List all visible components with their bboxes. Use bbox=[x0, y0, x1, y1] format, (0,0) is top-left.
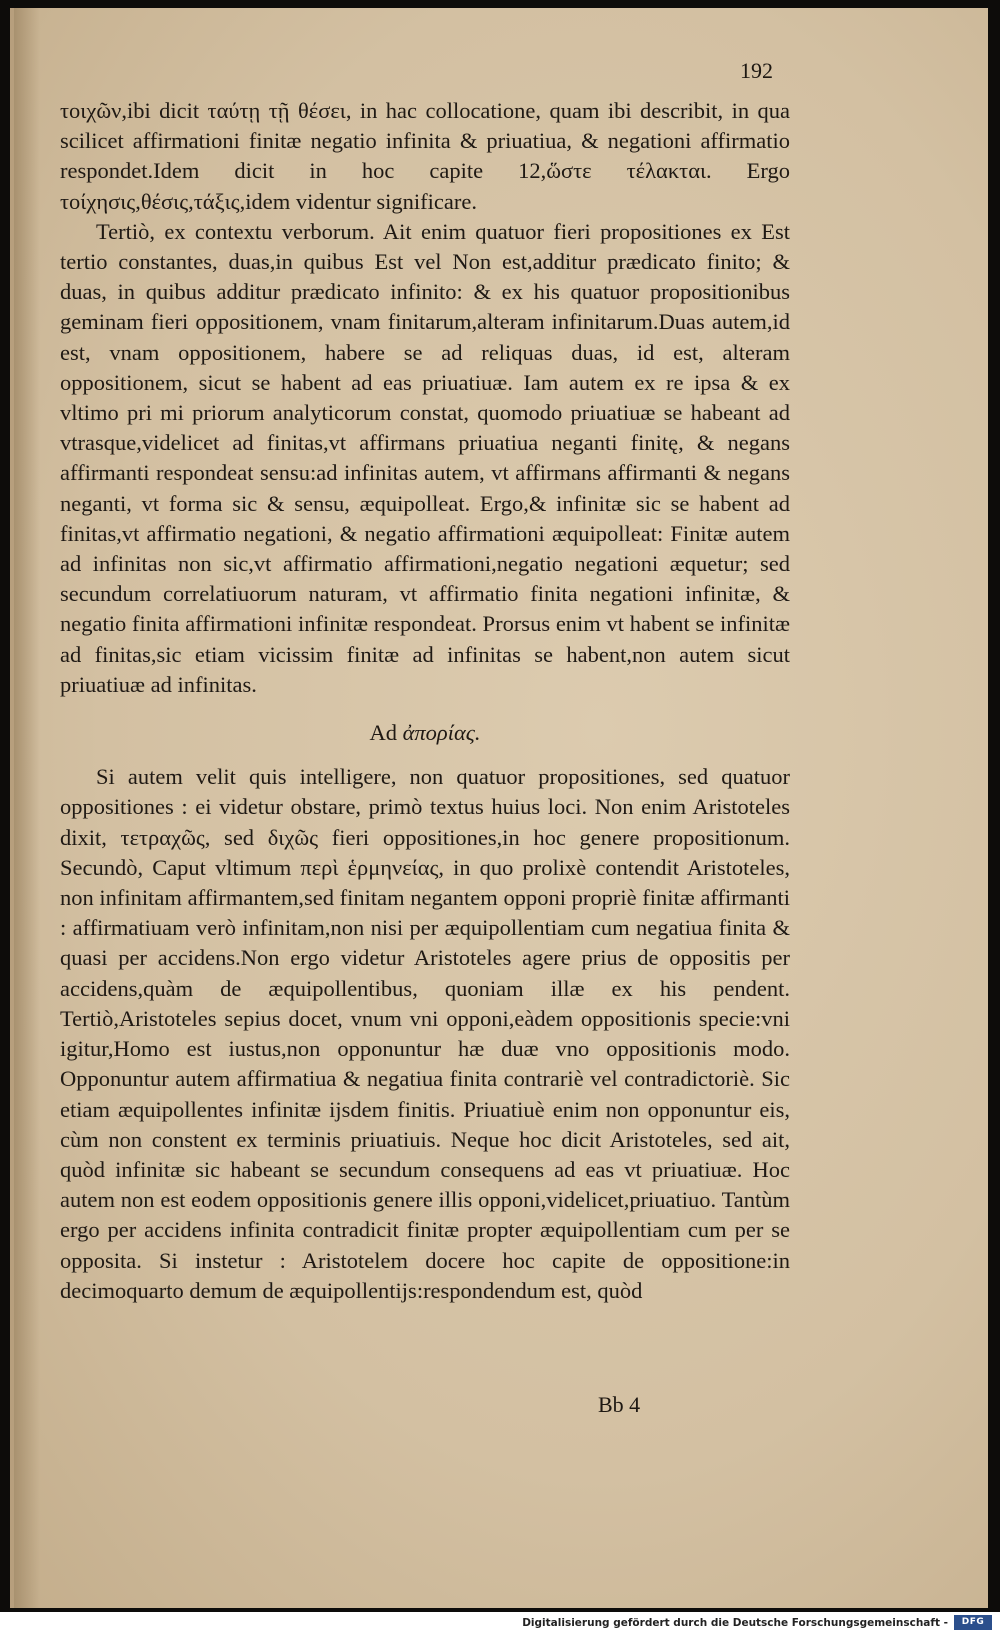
paragraph-2: Tertiò, ex contextu verborum. Ait enim quatuor fieri propositiones ex Est tertio constantes, duas,in quibus Est vel Non est,additur prædicato finito; & duas, in quibus additur prædicato infinito: & ex his quatuor propositionibus geminam fieri oppositionem, vnam finitarum,alteram infinitarum.Duas autem,id est, vnam oppositionem, habere se ad reliquas duas, id est, alteram oppositionem, sicut se habent ad eas priuatiuæ. Iam autem ex re ipsa & ex vltimo pri mi priorum analyticorum constat, quomodo priuatiuæ se habeant ad vtrasque,videlicet ad finitas,vt affirmans priuatiua neganti finitę, & negans affirmanti respondeat sensu:ad infinitas autem, vt affirmans affirmanti & negans neganti, vt forma sic & sensu, æquipolleat. Ergo,& infinitæ sic se habent ad finitas,vt affirmatio negationi, & negatio affirmationi æquipolleat: Finitæ autem ad infinitas non sic,vt affirmatio affirmationi,negatio negationi æquetur; sed secundum correlatiuorum naturam, vt affirmatio finita negationi infinitæ, & negatio finita affirmationi infinitæ respondeat. Prorsus enim vt habent se infinitæ ad finitas,sic etiam vicissim finitæ ad infinitas se habent,non autem sicut priuatiuæ ad infinitas. bbox=[60, 218, 790, 697]
paragraph-1: τοιχῶν,ibi dicit ταύτῃ τῇ θέσει, in hac collocatione, quam ibi describit, in qua scilicet affirmationi finitæ negatio infinita & priuatiua, & negationi affirmatio respondet.Idem dicit in hoc capite 12,ὥστε τέλακται. Ergo τοίχησις,θέσις,τάξις,idem videntur significare. bbox=[60, 98, 790, 214]
footer-credit: Digitalisierung gefördert durch die Deutsche Forschungsgemeinschaft - bbox=[522, 1617, 948, 1629]
dfg-logo: DFG bbox=[954, 1615, 992, 1630]
heading-greek: ἀπορίας. bbox=[402, 720, 481, 746]
page-gutter bbox=[14, 8, 40, 1608]
signature-mark: Bb 4 bbox=[598, 1392, 641, 1417]
paragraph-3: Si autem velit quis intelligere, non quatuor propositiones, sed quatuor oppositiones : ei videtur obstare, primò textus huius loci. Non enim Aristoteles dixit, τετραχῶς, sed διχῶς fieri oppositiones,in hoc genere propositionum. Secundò, Caput vltimum περὶ ἑρμηνείας, in quo prolixè contendit Aristoteles, non infinitam affirmantem,sed finitam negantem opponi propriè finitæ affirmanti : affirmatiuam verò infinitam,non nisi per æquipollentiam cum negatiua finita & quasi per accidens.Non ergo videtur Aristoteles agere prius de oppositis per accidens,quàm de æquipollentibus, quoniam illæ ex his pendent. Tertiò,Aristoteles sepius docet, vnum vni opponi,eàdem oppositionis specie:vni igitur,Homo est iustus,non opponuntur hæ duæ vno oppositionis modo. Opponuntur autem affirmatiua & negatiua finita contrariè vel contradictoriè. Sic etiam æquipollentes infinitæ ijsdem finitis. Priuatiuè enim non opponuntur eis, cùm non constent ex terminis priuatiuis. Neque hoc dicit Aristoteles, sed ait, quòd infinitæ sic habeant se secundum consequens ad eas vt priuatiuæ. Hoc autem non est eodem oppositionis genere illis opponi,videlicet,priuatiuo. Tantùm ergo per accidens infinita contradicit finitæ propter æquipollentiam cum per se opposita. Si instetur : Aristotelem docere hoc capite de oppositione:in decimoquarto demum de æquipollentijs:respondendum est, quòd bbox=[60, 764, 790, 1303]
page-number: 192 bbox=[740, 58, 773, 83]
heading-prefix: Ad bbox=[369, 720, 397, 746]
section-heading bbox=[60, 718, 790, 748]
page-text-block bbox=[60, 96, 790, 1306]
